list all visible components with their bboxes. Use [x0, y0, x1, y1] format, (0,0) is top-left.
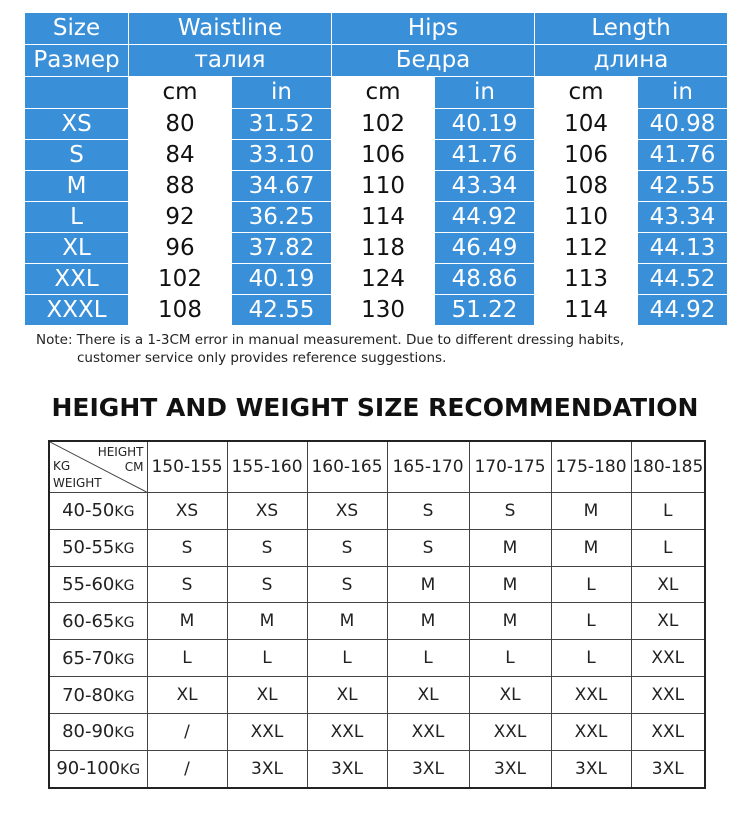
size-row [25, 171, 728, 202]
measurement-cell: 44.92 [435, 202, 535, 233]
measurement-cell: 102 [129, 264, 232, 295]
measurement-cell: 108 [129, 295, 232, 326]
measurement-cell: 36.25 [232, 202, 332, 233]
size-header-ru: Размер [25, 45, 129, 77]
recommended-size-cell: L [147, 640, 227, 677]
recommended-size-cell: M [469, 529, 551, 566]
size-row [25, 264, 728, 295]
measurement-cell: 80 [129, 109, 232, 140]
measurement-cell: 44.92 [638, 295, 728, 326]
weight-row [49, 677, 705, 714]
unit-blank-cell [25, 77, 129, 109]
unit-in-cell: in [232, 77, 332, 109]
size-chart-unit-row [25, 77, 728, 109]
measurement-cell: 41.76 [638, 140, 728, 171]
recommended-size-cell: M [551, 493, 631, 530]
weight-range-value: 80-90 [62, 721, 115, 743]
recommendation-body [49, 441, 705, 788]
recommended-size-cell: S [147, 529, 227, 566]
recommended-size-cell: L [307, 640, 387, 677]
waistline-header-en: Waistline [129, 13, 332, 45]
weight-range-value: 55-60 [62, 574, 115, 596]
weight-range-cell [49, 677, 147, 714]
measurement-cell: 46.49 [435, 233, 535, 264]
size-label-cell: XL [25, 233, 129, 264]
recommended-size-cell: 3XL [227, 750, 307, 788]
weight-row [49, 603, 705, 640]
size-label-cell: XXXL [25, 295, 129, 326]
measurement-cell: 51.22 [435, 295, 535, 326]
recommended-size-cell: L [551, 566, 631, 603]
recommended-size-cell: 3XL [307, 750, 387, 788]
size-row [25, 140, 728, 171]
waistline-header-ru: талия [129, 45, 332, 77]
measurement-cell: 44.13 [638, 233, 728, 264]
recommended-size-cell: XS [307, 493, 387, 530]
recommended-size-cell: XXL [631, 677, 705, 714]
recommended-size-cell: XS [227, 493, 307, 530]
unit-cm-cell: cm [535, 77, 638, 109]
weight-unit: KG [114, 614, 135, 631]
recommended-size-cell: XXL [551, 677, 631, 714]
measurement-cell: 33.10 [232, 140, 332, 171]
recommended-size-cell: XXL [227, 713, 307, 750]
recommended-size-cell: S [227, 566, 307, 603]
measurement-cell: 113 [535, 264, 638, 295]
measurement-cell: 84 [129, 140, 232, 171]
recommended-size-cell: M [551, 529, 631, 566]
recommended-size-cell: 3XL [631, 750, 705, 788]
measurement-cell: 106 [535, 140, 638, 171]
size-row [25, 109, 728, 140]
weight-range-value: 70-80 [62, 684, 115, 706]
recommended-size-cell: S [469, 493, 551, 530]
measurement-cell: 40.98 [638, 109, 728, 140]
weight-range-cell [49, 566, 147, 603]
recommended-size-cell: L [631, 493, 705, 530]
height-range-header: 155-160 [227, 441, 307, 493]
recommended-size-cell: L [551, 640, 631, 677]
weight-range-cell [49, 603, 147, 640]
recommended-size-cell: M [469, 603, 551, 640]
unit-in-cell: in [435, 77, 535, 109]
recommended-size-cell: XS [147, 493, 227, 530]
size-label-cell: L [25, 202, 129, 233]
measurement-cell: 48.86 [435, 264, 535, 295]
recommended-size-cell: M [147, 603, 227, 640]
size-row [25, 233, 728, 264]
measurement-cell: 114 [535, 295, 638, 326]
measurement-cell: 124 [332, 264, 435, 295]
measurement-cell: 42.55 [232, 295, 332, 326]
measurement-cell: 108 [535, 171, 638, 202]
height-range-header: 160-165 [307, 441, 387, 493]
measurement-cell: 43.34 [638, 202, 728, 233]
size-chart-header-row-2 [25, 45, 728, 77]
recommended-size-cell: S [387, 493, 469, 530]
recommended-size-cell: M [469, 566, 551, 603]
weight-unit: KG [120, 762, 141, 779]
recommended-size-cell: S [227, 529, 307, 566]
corner-kg-label: KG [53, 459, 71, 473]
recommendation-table [48, 440, 706, 789]
recommended-size-cell: XL [307, 677, 387, 714]
size-row [25, 295, 728, 326]
recommended-size-cell: L [631, 529, 705, 566]
recommended-size-cell: XXL [469, 713, 551, 750]
measurement-cell: 44.52 [638, 264, 728, 295]
measurement-cell: 96 [129, 233, 232, 264]
recommended-size-cell: 3XL [551, 750, 631, 788]
weight-unit: KG [114, 725, 135, 742]
measurement-cell: 37.82 [232, 233, 332, 264]
size-label-cell: XS [25, 109, 129, 140]
recommended-size-cell: S [147, 566, 227, 603]
height-range-header: 165-170 [387, 441, 469, 493]
recommended-size-cell: XXL [631, 713, 705, 750]
measurement-cell: 31.52 [232, 109, 332, 140]
unit-cm-cell: cm [332, 77, 435, 109]
unit-in-cell: in [638, 77, 728, 109]
weight-unit: KG [114, 688, 135, 705]
size-chart-table [24, 12, 728, 326]
length-header-ru: длина [535, 45, 728, 77]
weight-range-value: 65-70 [62, 647, 115, 669]
recommended-size-cell: M [387, 566, 469, 603]
recommendation-title: HEIGHT AND WEIGHT SIZE RECOMMENDATION [51, 393, 699, 422]
height-range-header: 180-185 [631, 441, 705, 493]
measurement-cell: 102 [332, 109, 435, 140]
corner-cm-label: CM [124, 460, 144, 474]
measurement-cell: 112 [535, 233, 638, 264]
weight-range-value: 60-65 [62, 610, 115, 632]
measurement-cell: 88 [129, 171, 232, 202]
measurement-cell: 104 [535, 109, 638, 140]
length-header-en: Length [535, 13, 728, 45]
recommended-size-cell: M [387, 603, 469, 640]
recommended-size-cell: M [227, 603, 307, 640]
recommended-size-cell: L [551, 603, 631, 640]
recommended-size-cell: S [387, 529, 469, 566]
hips-header-ru: Бедра [332, 45, 535, 77]
height-range-header: 175-180 [551, 441, 631, 493]
size-label-cell: M [25, 171, 129, 202]
note-line-1: Note: There is a 1-3CM error in manual measurement. Due to different dressing habits, [36, 332, 625, 348]
recommended-size-cell: XL [147, 677, 227, 714]
height-header-row [49, 441, 705, 493]
recommended-size-cell: / [147, 713, 227, 750]
measurement-cell: 40.19 [232, 264, 332, 295]
weight-unit: KG [114, 541, 135, 558]
recommended-size-cell: XL [387, 677, 469, 714]
measurement-cell: 114 [332, 202, 435, 233]
corner-weight-label: WEIGHT [53, 476, 102, 490]
recommended-size-cell: 3XL [387, 750, 469, 788]
weight-range-cell [49, 713, 147, 750]
corner-cell [49, 441, 147, 493]
recommended-size-cell: L [469, 640, 551, 677]
weight-row [49, 529, 705, 566]
weight-unit: KG [114, 651, 135, 668]
measurement-cell: 92 [129, 202, 232, 233]
weight-row [49, 713, 705, 750]
corner-height-label: HEIGHT [97, 445, 144, 459]
weight-range-cell [49, 640, 147, 677]
measurement-cell: 42.55 [638, 171, 728, 202]
recommended-size-cell: / [147, 750, 227, 788]
recommended-size-cell: M [307, 603, 387, 640]
weight-unit: KG [114, 504, 135, 521]
weight-row [49, 493, 705, 530]
size-header-en: Size [25, 13, 129, 45]
measurement-cell: 43.34 [435, 171, 535, 202]
measurement-note [36, 331, 736, 367]
recommended-size-cell: XXL [307, 713, 387, 750]
weight-unit: KG [114, 578, 135, 595]
size-label-cell: XXL [25, 264, 129, 295]
measurement-cell: 110 [535, 202, 638, 233]
recommended-size-cell: XL [227, 677, 307, 714]
height-range-header: 170-175 [469, 441, 551, 493]
recommended-size-cell: XL [469, 677, 551, 714]
weight-range-cell [49, 750, 147, 788]
height-range-header: 150-155 [147, 441, 227, 493]
unit-cm-cell: cm [129, 77, 232, 109]
weight-range-value: 40-50 [62, 500, 115, 522]
measurement-cell: 41.76 [435, 140, 535, 171]
measurement-cell: 118 [332, 233, 435, 264]
size-chart-header-row-1 [25, 13, 728, 45]
measurement-cell: 130 [332, 295, 435, 326]
measurement-cell: 34.67 [232, 171, 332, 202]
weight-range-value: 90-100 [56, 758, 121, 780]
recommended-size-cell: S [307, 566, 387, 603]
measurement-cell: 110 [332, 171, 435, 202]
weight-row [49, 750, 705, 788]
weight-row [49, 640, 705, 677]
recommended-size-cell: S [307, 529, 387, 566]
hips-header-en: Hips [332, 13, 535, 45]
recommended-size-cell: XXL [631, 640, 705, 677]
recommended-size-cell: 3XL [469, 750, 551, 788]
weight-range-cell [49, 493, 147, 530]
recommended-size-cell: L [387, 640, 469, 677]
recommended-size-cell: XXL [551, 713, 631, 750]
measurement-cell: 106 [332, 140, 435, 171]
weight-range-cell [49, 529, 147, 566]
recommended-size-cell: XL [631, 603, 705, 640]
note-line-2: customer service only provides reference suggestions. [77, 350, 447, 366]
size-chart-body [25, 109, 728, 326]
recommended-size-cell: XL [631, 566, 705, 603]
measurement-cell: 40.19 [435, 109, 535, 140]
recommended-size-cell: XXL [387, 713, 469, 750]
recommended-size-cell: L [227, 640, 307, 677]
size-label-cell: S [25, 140, 129, 171]
weight-range-value: 50-55 [62, 537, 115, 559]
weight-row [49, 566, 705, 603]
size-row [25, 202, 728, 233]
